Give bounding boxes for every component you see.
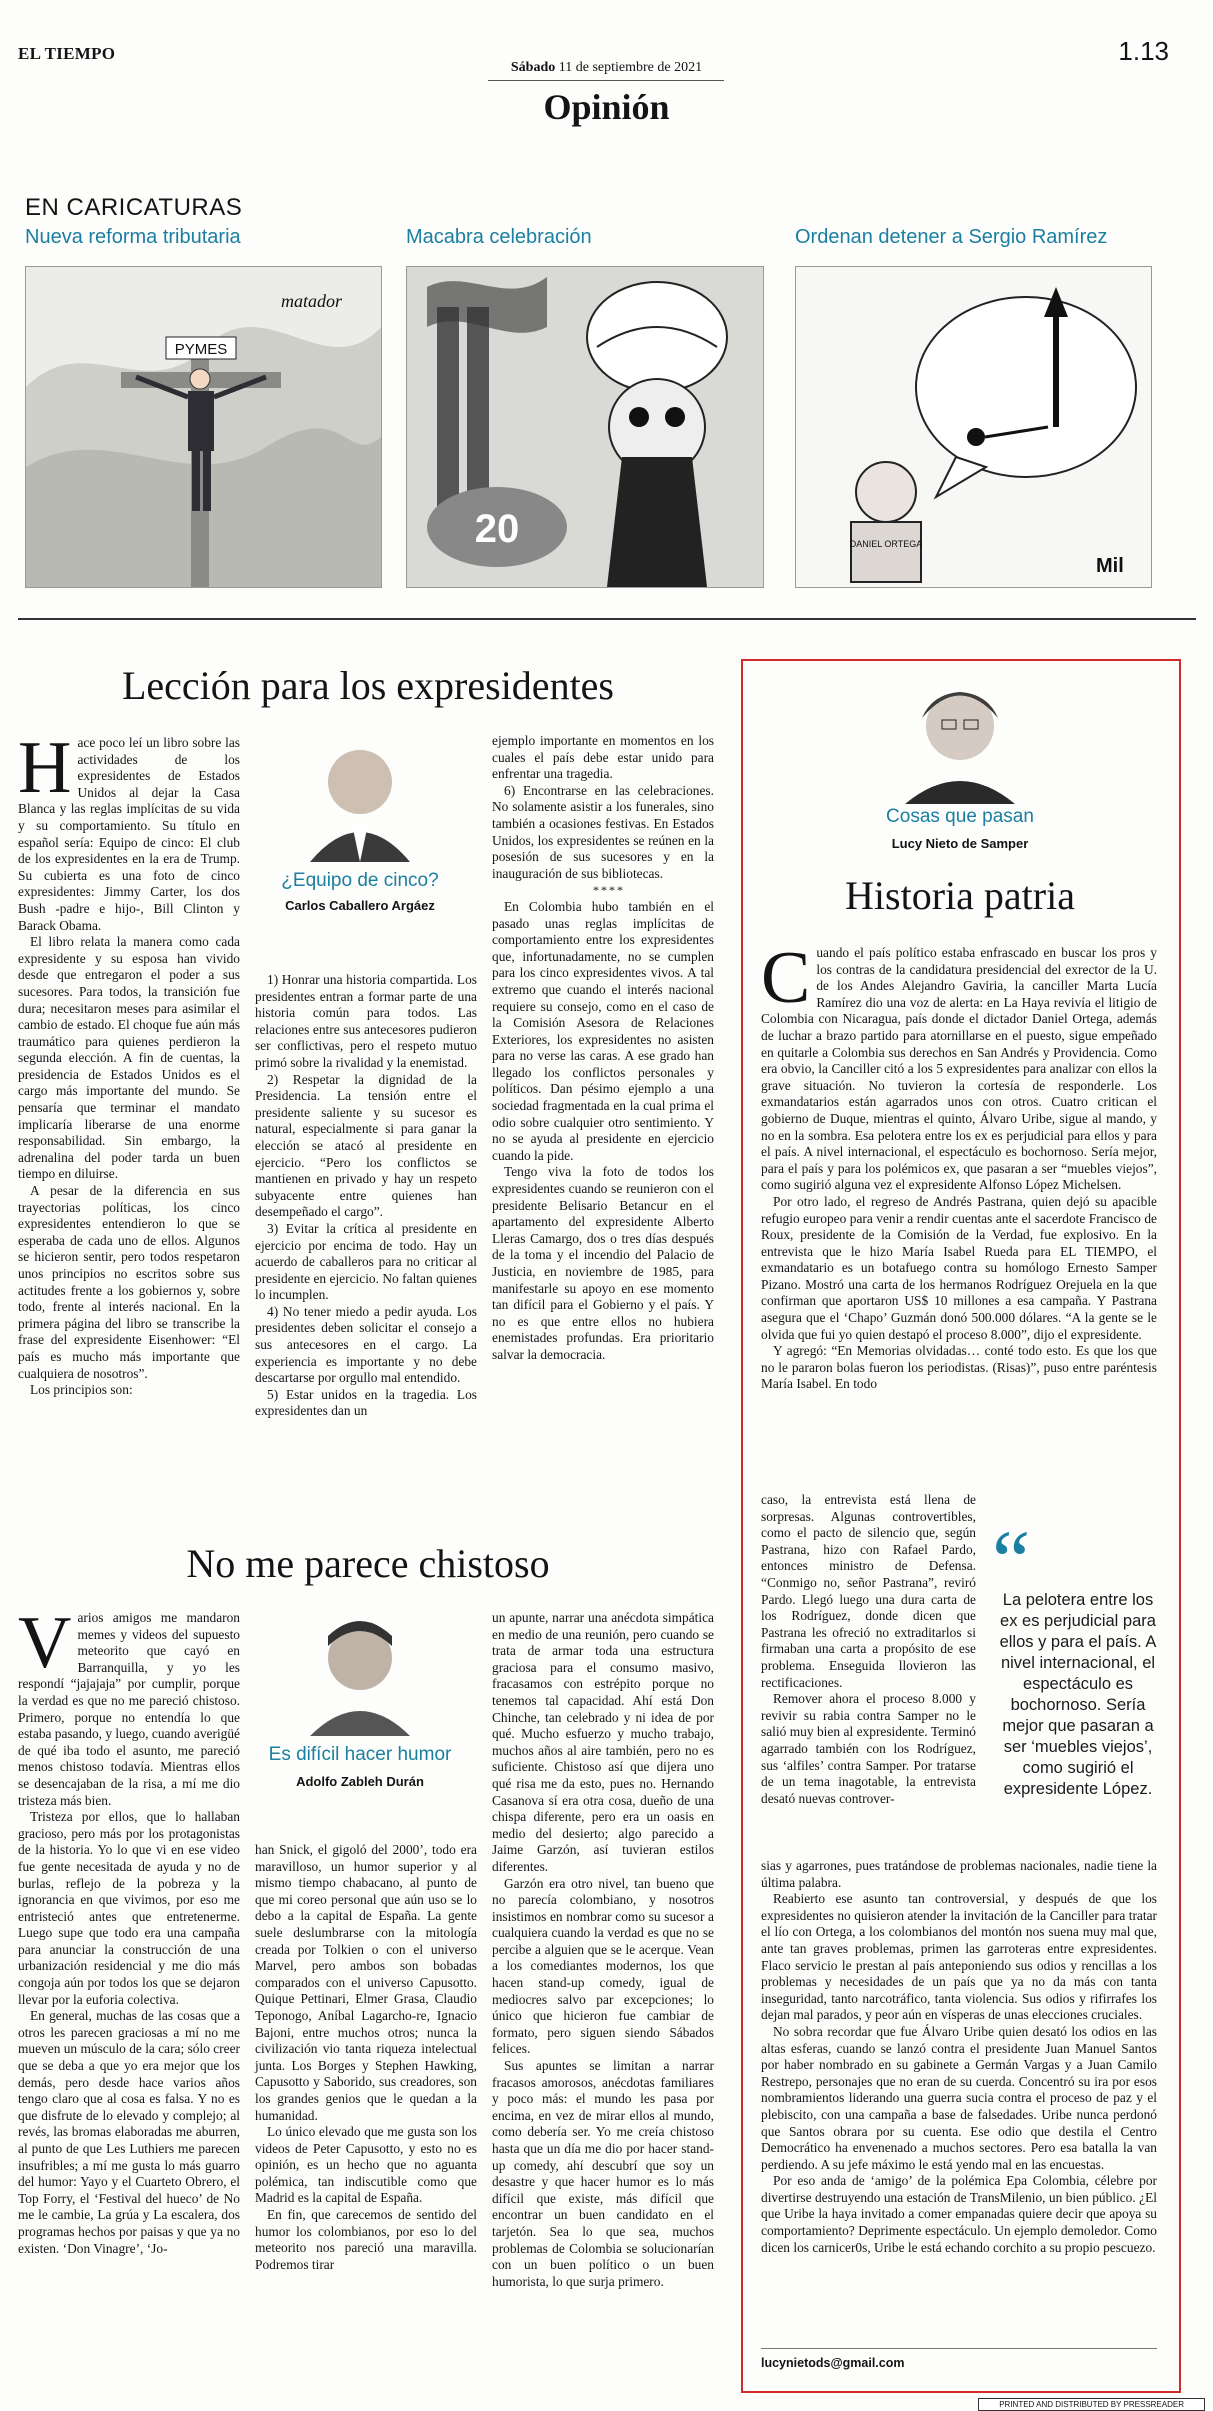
- article-title-chistoso: No me parece chistoso: [186, 1541, 550, 1586]
- cartoon-signature-3: Mil: [1096, 555, 1124, 577]
- date-rule: [488, 80, 724, 81]
- cartoon-title-2: Macabra celebración: [406, 226, 592, 248]
- cartoon-tax-reform: [25, 266, 382, 588]
- quote-icon: “: [992, 1512, 1031, 1608]
- page-number: 1.13: [1118, 36, 1169, 66]
- author-name-nieto: Lucy Nieto de Samper: [891, 836, 1029, 851]
- article3-body-mid: caso, la entrevista está llena de sorpresas. Algunas controvertibles, como el pacto de silencio que, según Pastrana, hizo con Rafael Pardo, entonces ministro de Defensa. “Conmigo no, señor Pastrana”, reviró Pardo. Llegó luego una dura carta de los Rodríguez, donde dicen que Pastrana les ofreció no extraditarlos si firmaban una carta a propósito de ese problema. Enseguida llovieron las rectificaciones. Remover ahora el proceso 8.000 y revivir su rabia contra Samper no le salió muy bien al expresidente. Terminó agarrado también con los Rodríguez, sus ‘alfiles’ contra Samper. Por tratarse de un tema inagotable, la entrevista desató nuevas controver-: [761, 1492, 976, 1806]
- dropcap: C: [761, 937, 811, 1019]
- newspaper-brand: EL TIEMPO: [18, 44, 116, 63]
- cartoon-macabre-celebration: [406, 266, 764, 588]
- issue-date: Sábado 11 de septiembre de 2021: [510, 60, 703, 75]
- section-title: Opinión: [543, 87, 670, 127]
- article2-column-2: han Snick, el gigoló del 2000’, todo era maravilloso, un humor superior y al mismo tiempo chabacano, al punto de que mi coreo personal que aún uso se lo debo a la capital de España. La gente suele deslumbrarse con la mitología creada por Tolkien o con el universo Marvel, pero ambos son bobadas comparados con el universo Capusotto. Quique Pettinari, Elmer Grasa, Claudio Teponogo, Aníbal Lagarcho-re, Ignacio Bajoni, entre muchos otros; nunca la civilización vio tanta riqueza intelectual junta. Los Borges y Stephen Hawking, Capusotto y Saborido, sus creadores, son los grandes genios que le quedan a la humanidad. Lo único elevado que me gusta son los videos de Peter Capusotto, y esto no es opinión, es un hecho que no aguanta polémica, tan indiscutible como que Madrid es la capital de España. En fin, que carecemos de sentido del humor los colombianos, por eso lo del meteorito nos pareció una maravilla. Podremos tirar: [255, 1842, 477, 2272]
- pressreader-stamp: PRINTED AND DISTRIBUTED BY PRESSREADER: [978, 2398, 1205, 2411]
- author-name-caballero: Carlos Caballero Argáez: [285, 898, 435, 913]
- article1-column-2: 1) Honrar una historia compartida. Los presidentes entran a formar parte de una historia común para todos. Las relaciones entre sus antecesores pudieron ser conflictivas, pero el respeto mutuo primó sobre la rivalidad y la enemistad. 2) Respetar la dignidad de la Presidencia. La tensión entre el presidente saliente y su sucesor es natural, especialmente si para ganar la elección se atacó al presidente en ejercicio. “Pero los conflictos se mantienen en privado y hay un respeto subyacente entre quienes han desempeñado el cargo”. 3) Evitar la crítica al presidente en ejercicio por encima de todo. Hay un acuerdo de caballeros para no criticar al presidente en ejercicio. No faltan quienes lo incumplen. 4) No tener miedo a pedir ayuda. Los presidentes deben solicitar el consejo a sus antecesores en el cargo. La experiencia es importante y no debe descartarse por orgullo mal entendido. 5) Estar unidos en la tragedia. Los expresidentes dan un: [255, 972, 477, 1419]
- article1-column-1: Hace poco leí un libro sobre las actividades de los expresidentes de Estados Unidos al dejar la Casa Blanca y las reglas implícitas de su vida y su comportamiento. Su título en español sería: Equipo de cinco: El club de los expresidentes en la era de Trump. Su cubierta es una foto de cinco expresidentes: Jimmy Carter, los dos Bush -padre e hijo-, Bill Clinton y Barack Obama. El libro relata la manera como cada expresidente y su esposa han vivido desde que entregaron el poder a sus sucesores. Para todos, la transición fue dura; necesitaron meses para asimilar el cambio de estado. El choque fue aún más traumático para quienes perdieron la segunda elección. A fin de cuentas, la presidencia de Estados Unidos es el cargo más importante del mundo. Se pensaría que terminar el mandato implicaría liberarse de una enorme responsabilidad. Sin embargo, la adrenalina del poder tarda un buen tiempo en diluirse. A pesar de la diferencia en sus trayectorias políticas, los cinco expresidentes entendieron lo que se esperaba de cada uno de ellos. Algunos se hicieron sentir, pero todos respetaron unos principios no escritos sobre sus actitudes frente a los gobiernos y, sobre todo, frente al interés nacional. En la primera página del libro se transcribe la frase del expresidente Eisenhower: “El país es mucho más importante que cualquiera de nosotros”. Los principios son:: [18, 727, 240, 1398]
- cartoon-arrest-order: [795, 266, 1152, 588]
- column-name-equipo: ¿Equipo de cinco?: [281, 870, 439, 891]
- article-title-historia: Historia patria: [845, 873, 1075, 918]
- cartoon-signature-1: matador: [281, 291, 343, 311]
- pullquote-text: La pelotera entre los ex es perjudicial para ellos y para el país. A nivel internacional, el espectáculo es bochornoso. Sería mejor que pasaran a ser ‘muebles viejos’, como sugirió el expresidente López.: [999, 1591, 1157, 1798]
- article-title-leccion: Lección para los expresidentes: [121, 663, 614, 708]
- author-photo-caballero: [260, 732, 460, 862]
- column-name-humor: Es difícil hacer humor: [268, 1744, 452, 1765]
- cartoon-title-1: Nueva reforma tributaria: [25, 226, 241, 248]
- ortega-label: DANIEL ORTEGA: [849, 539, 923, 549]
- pullquote-box: [992, 1512, 1164, 1800]
- cartoons-heading: EN CARICATURAS: [25, 194, 243, 221]
- author-photo-nieto: [860, 668, 1060, 804]
- dropcap: H: [18, 727, 72, 809]
- email-rule: [761, 2348, 1157, 2349]
- cartoon-title-3: Ordenan detener a Sergio Ramírez: [795, 226, 1108, 248]
- author-name-zableh: Adolfo Zableh Durán: [296, 1774, 424, 1789]
- pymes-sign: PYMES: [174, 341, 228, 358]
- section-divider: [18, 618, 1196, 620]
- author-email[interactable]: lucynietods@gmail.com: [761, 2356, 905, 2370]
- author-photo-zableh: [260, 1606, 460, 1736]
- column-name-cosas: Cosas que pasan: [886, 806, 1034, 827]
- cake-number: 20: [474, 507, 520, 551]
- article2-column-3: un apunte, narrar una anécdota simpática en medio de una reunión, pero cuando se trata de armar toda una estructura graciosa para el consumo masivo, fracasamos con estrépito porque no tenemos tal capacidad. Ahí está Don Chinche, tan celebrado y ni idea de por qué. Mucho esfuerzo y mucho trabajo, muchos años al aire también, pero no es suficiente. Chistoso así que dijera uno qué risa me da esto, pues no. Hernando Casanova sí era otra cosa, dueño de una chispa diferente, pero era un oasis en medio del desierto; algo parecido a Jaime Garzón, así tuvieran estilos diferentes. Garzón era otro nivel, tan bueno que no parecía colombiano, y nosotros insistimos en nombrar como su sucesor a cualquiera cuando la verdad es que no se percibe a alguien que se le acerque. Vean a los comediantes modernos, los que hacen stand-up comedy, igual de mediocres salvo par excepciones; lo único que hicieron fue cambiar de formato, pero siguen siendo Sábados felices. Sus apuntes se limitan a narrar fracasos amorosos, anécdotas familiares y poco más: el mundo les pasa por encima, en vez de mirar ellos al mundo, como debería ser. Yo me creía chistoso hasta que un día me dio por hacer stand-up comedy, ahí descubrí que soy un desastre y que hacer humor es lo más difícil que existe, más difícil que encontrar un buen candidato en el tarjetón. Sea lo que sea, muchos problemas de Colombia se solucionarían con un buen político o un buen humorista, lo que surja primero.: [492, 1610, 714, 2289]
- article1-column-3: ejemplo importante en momentos en los cuales el país debe estar unido para enfrentar una tragedia. 6) Encontrarse en las celebraciones. No solamente asistir a los funerales, sino también a ocasiones festivas. En Estados Unidos, los expresidentes se reúnen en la posesión de sus sucesores y en la inauguración de sus bibliotecas. **** En Colombia hubo también en el pasado unas reglas implícitas de comportamiento entre los expresidentes que, infortunadamente, no se cumplen para los cinco expresidentes vivos. A tal extremo que cuando el interés nacional requiere su consejo, como en el caso de la Comisión Asesora de Relaciones Exteriores, los expresidentes no asisten para no verse las caras. A ese grado han llegado los conflictos personales y políticos. Dan pésimo ejemplo a una sociedad fragmentada en la cual prima el odio sobre cualquier otro sentimiento. Y no se ayuda al presidente en ejercicio cuando la pide. Tengo viva la foto de todos los expresidentes cuando se reunieron con el presidente Belisario Betancur en el apartamento del expresidente Alberto Lleras Camargo, dos o tres días después de la toma y el incendio del Palacio de Justicia, en noviembre de 1985, para manifestarle su apoyo en ese momento tan difícil para el Gobierno y el país. Y no es que entre ellos no hubiera enemistades profundas. Era prioritario salvar la democracia.: [492, 733, 714, 1362]
- article3-body-bottom: sias y agarrones, pues tratándose de problemas nacionales, nadie tiene la última palabra. Reabierto ese asunto tan controversial, y después de que los expresidentes no quisieron atender la invitación de la Canciller para tratar el lío con Ortega, a los colombianos del montón nos suena muy mal que, ante tan graves problemas, primen las garroteras entre expresidentes. Flaco servicio le prestan al país anteponiendo sus odios y rencillas a los problemas y necesidades de un país que ya no da más con tanta inseguridad, tanto narcotráfico, tanta violencia. Sus odios y rifirrafes los dejan mal parados, y peor aún en vísperas de unas elecciones cruciales. No sobra recordar que fue Álvaro Uribe quien desató los odios en las altas esferas, cuando se lanzó contra el presidente Juan Manuel Santos por haber nombrado en su gabinete a Germán Vargas y a Juan Camilo Restrepo, personajes que no eran de su cuerda. Concentró su ira por esos nombramientos liderando una guerra sucia contra el proceso de paz y el plebiscito, con una campaña a base de falsedades. Uribe nunca perdonó que Santos obrara por su cuenta. Ese odio que destila el Centro Democrático ha envenenado a muchos sectores. Pero esa batalla la van perdiendo. A su jefe máximo le está yendo mal en las encuestas. Por eso anda de ‘amigo’ de la polémica Epa Colombia, célebre por divertirse destruyendo una estación de TransMilenio, un bien público. ¿El que Uribe la haya invitado a comer empanadas quiere decir que apoya su comportamiento? Deprimente espectáculo. Un ejemplo demoledor. Como dicen los carnicer0s, Uribe le está echando corchito a su propio pescuezo.: [761, 1858, 1157, 2255]
- dropcap: V: [18, 1602, 72, 1684]
- article2-column-1: Varios amigos me mandaron memes y videos del supuesto meteorito que cayó en Barranquilla, y yo les respondí “jajajaja” por cumplir, porque la verdad es que no me pareció chistoso. Primero, porque no entendía lo que estaba pasando, y luego, cuando averigüé de qué iba todo el asunto, me pareció menos chistoso todavía. Mientras ellos se desencajaban de la risa, a mí me dio tristeza más bien. Tristeza por ellos, que lo hallaban gracioso, pero más por los protagonistas de la historia. Yo lo que vi en ese video fue gente necesitada de ayuda y no de burlas, reflejo de la pobreza y la ignorancia en que vivimos, por eso me entristeció antes que entretenerme. Luego supe que todo era una campaña para anunciar la construcción de una urbanización residencial y me dio más congoja aún por todos los que se dejaron llevar por la euforia colectiva. En general, muchas de las cosas que a otros les parecen graciosas a mí no me mueven un músculo de la cara; sólo creer que se deba a que yo era mejor que los demás, pero desde hace varios años tengo claro que al cosa es falsa. Y no es que disfrute de lo elevado y complejo; al revés, las bromas elaboradas me aburren, al punto de que Les Luthiers me parecen insufribles; a mí me gusta lo más guarro del humor: Yayo y el Cuarteto Obrero, el Top Forry, el ‘Festival del hueco’ de No me le cambie, La grúa y La escalera, dos programas hechos por paisas y que ya no existen. ‘Don Vinagre’, ‘Jo-: [18, 1602, 240, 2256]
- article3-body-top: Cuando el país político estaba enfrascado en buscar los pros y los contras de la candidatura presidencial del exrector de la U. de los Andes Alejandro Gaviria, la canciller Marta Lucía Ramírez dio una voz de alerta: en La Haya revivía el litigio de Colombia con Nicaragua, país donde el dictador Daniel Ortega, además de luchar a brazo partido para atornillarse en el puesto, sigue empeñado en quitarle a Colombia sus derechos en San Andrés y Providencia. Como era obvio, la Canciller citó a los 5 expresidentes para analizar con ellos la grave situación. No tuvieron la cortesía de responderle. Los exmandatarios están agarrados unos con otros. Cuatro critican el gobierno de Duque, mientras el quinto, Álvaro Uribe, sigue al mando, y no en la sombra. Esa pelotera entre los ex es perjudicial para ellos y para el país. A nivel internacional, el espectáculo es bochornoso. Sería mejor, para el país y para los polémicos ex, que pasaran a ser “muebles viejos”, como sugirió alguna vez el expresidente Alfonso López Michelsen. Por otro lado, el regreso de Andrés Pastrana, quien dejó su apacible refugio europeo para venir a rendir cuentas ante el sacerdote Francisco de Roux, presidente de la Comisión de la Verdad, fue explosivo. En la entrevista que le hizo María Isabel Rueda para EL TIEMPO, el exmandatario es un botafuego contra su homólogo Ernesto Samper Pizano. Mostró una carta de los hermanos Rodríguez Orejuela en la que confirman que aportaron US$ 10 millones a esa campaña. Y Pastrana asegura que el ‘Chapo’ Guzmán donó 500.000 dólares. “A la gente se le olvida que fui yo quien destapó el proceso 8.000”, dijo el expresidente. Y agregó: “En Memorias olvidadas… conté todo esto. Es que los que no le pararon bolas fueron los periodistas. (Risas)”, puso entre paréntesis María Isabel. En todo: [761, 937, 1157, 1392]
